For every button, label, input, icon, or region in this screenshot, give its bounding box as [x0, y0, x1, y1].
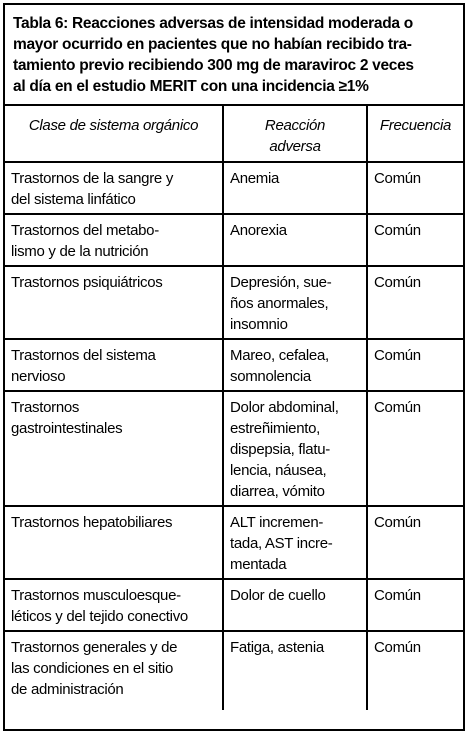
header-reaction: Reacción adversa: [223, 106, 367, 162]
table-row: [5, 214, 463, 266]
reaction-cell: Anorexia: [223, 214, 367, 266]
table-row: [5, 339, 463, 391]
frequency-cell: Común: [367, 266, 463, 339]
organ-cell: Trastornos musculoesque- léticos y del tejido conectivo: [5, 579, 223, 631]
header-organ-class: Clase de sistema orgánico: [5, 106, 223, 162]
table-row: [5, 391, 463, 506]
organ-cell: Trastornos psiquiátricos: [5, 266, 223, 339]
reaction-cell: Dolor de cuello: [223, 579, 367, 631]
frequency-cell: Común: [367, 506, 463, 579]
reaction-cell: Dolor abdominal, estreñimiento, dispepsia, flatu- lencia, náusea, diarrea, vómito: [223, 391, 367, 506]
title-line: tamiento previo recibiendo 300 mg de maraviroc 2 veces: [13, 57, 414, 74]
adverse-reactions-table: [5, 106, 463, 710]
frequency-cell: Común: [367, 339, 463, 391]
table-frame: [3, 3, 465, 731]
organ-cell: Trastornos de la sangre y del sistema linfático: [5, 162, 223, 214]
frequency-cell: Común: [367, 162, 463, 214]
frequency-cell: Común: [367, 391, 463, 506]
organ-cell: Trastornos del metabo- lismo y de la nutrición: [5, 214, 223, 266]
title-line: al día en el estudio MERIT con una incidencia ≥1%: [13, 78, 369, 95]
header-row: [5, 106, 463, 162]
title-line: mayor ocurrido en pacientes que no habían recibido tra-: [13, 36, 412, 53]
reaction-cell: ALT incremen- tada, AST incre- mentada: [223, 506, 367, 579]
organ-cell: Trastornos hepatobiliares: [5, 506, 223, 579]
table-row: [5, 506, 463, 579]
organ-cell: Trastornos gastrointestinales: [5, 391, 223, 506]
organ-cell: Trastornos del sistema nervioso: [5, 339, 223, 391]
table-row: [5, 579, 463, 631]
frequency-cell: Común: [367, 631, 463, 710]
table-row: [5, 631, 463, 710]
frequency-cell: Común: [367, 579, 463, 631]
reaction-cell: Mareo, cefalea, somnolencia: [223, 339, 367, 391]
table-title: [5, 5, 463, 106]
frequency-cell: Común: [367, 214, 463, 266]
reaction-cell: Fatiga, astenia: [223, 631, 367, 710]
organ-cell: Trastornos generales y de las condiciones en el sitio de administración: [5, 631, 223, 710]
reaction-cell: Depresión, sue- ños anormales, insomnio: [223, 266, 367, 339]
reaction-cell: Anemia: [223, 162, 367, 214]
header-frequency: Frecuencia: [367, 106, 463, 162]
table-row: [5, 266, 463, 339]
title-line: Tabla 6: Reacciones adversas de intensidad moderada o: [13, 15, 413, 32]
table-row: [5, 162, 463, 214]
